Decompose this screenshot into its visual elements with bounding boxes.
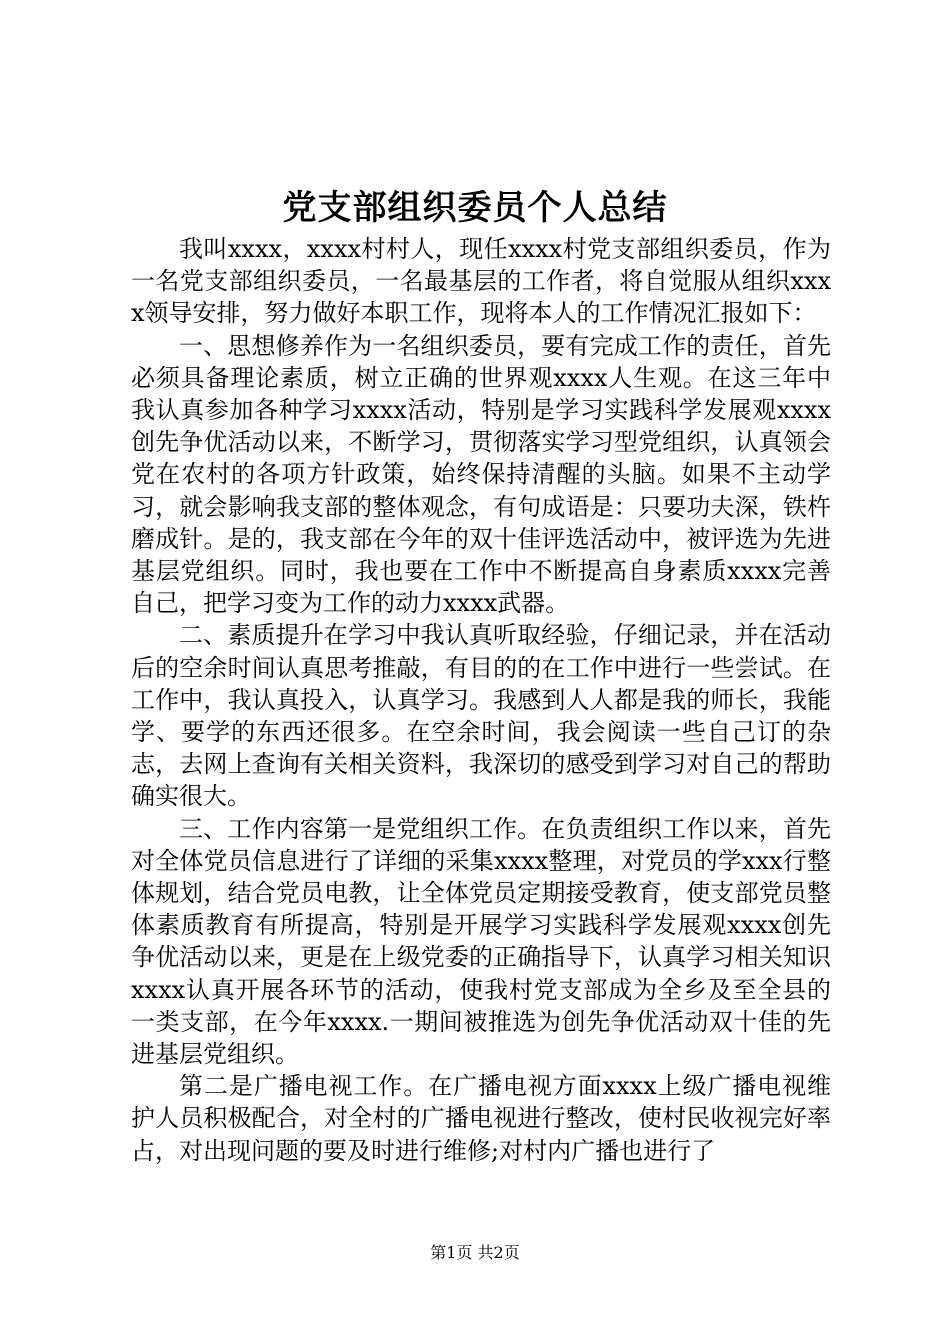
- paragraph-intro: 我叫xxxx，xxxx村村人，现任xxxx村党支部组织委员，作为一名党支部组织委员，一名最基层的工作者，将自觉服从组织xxxx领导安排，努力做好本职工作，现将本人的工作情况汇报如下：: [131, 235, 831, 328]
- document-title: 党支部组织委员个人总结: [282, 188, 668, 228]
- page-footer: 第1页 共2页: [430, 1243, 520, 1262]
- paragraph-ideology: 一、思想修养作为一名组织委员，要有完成工作的责任，首先必须具备理论素质，树立正确的世界观xxxx人生观。在这三年中我认真参加各种学习xxxx活动，特别是学习实践科学发展观xxxx创先争优活动以来，不断学习，贯彻落实学习型党组织，认真领会党在农村的各项方针政策，始终保持清醒的头脑。如果不主动学习，就会影响我支部的整体观念，有句成语是：只要功夫深，铁杵磨成针。是的，我支部在今年的双十佳评选活动中，被评选为先进基层党组织。同时，我也要在工作中不断提高自身素质xxxx完善自己，把学习变为工作的动力xxxx武器。: [131, 331, 831, 618]
- document-body: [131, 233, 831, 1167]
- paragraph-quality: 二、素质提升在学习中我认真听取经验，仔细记录，并在活动后的空余时间认真思考推敲，有目的的在工作中进行一些尝试。在工作中，我认真投入，认真学习。我感到人人都是我的师长，我能学、要学的东西还很多。在空余时间，我会阅读一些自己订的杂志，去网上查询有关相关资料，我深切的感受到学习对自己的帮助确实很大。: [131, 621, 831, 811]
- paragraph-work-content: 三、工作内容第一是党组织工作。在负责组织工作以来，首先对全体党员信息进行了详细的采集xxxx整理，对党员的学xxx行整体规划，结合党员电教，让全体党员定期接受教育，使支部党员整体素质教育有所提高，特别是开展学习实践科学发展观xxxx创先争优活动以来，更是在上级党委的正确指导下，认真学习相关知识xxxx认真开展各环节的活动，使我村党支部成为全乡及至全县的一类支部，在今年xxxx.一期间被推选为创先争优活动双十佳的先进基层党组织。: [131, 814, 831, 1069]
- paragraph-broadcast: 第二是广播电视工作。在广播电视方面xxxx上级广播电视维护人员积极配合，对全村的广播电视进行整改，使村民收视完好率占，对出现问题的要及时进行维修;对村内广播也进行了: [131, 1072, 831, 1165]
